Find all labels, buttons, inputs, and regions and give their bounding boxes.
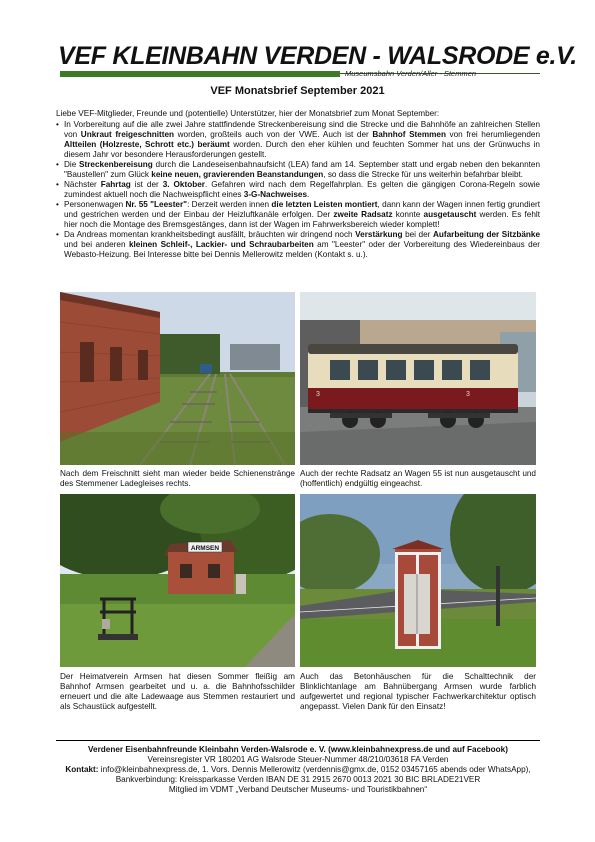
- station-sign: ARMSEN: [190, 545, 220, 552]
- footer-contact-text: info@kleinbahnexpress.de, 1. Vors. Dennis Mellerowitz (verdennis@gmx.de, 0152 03457165 abends oder WhatsApp), Bankverbindung: Kreissparkasse Verden IBAN DE 31 2915 2670 0013 2021 30 BIC BRLADE21VER: [98, 765, 531, 784]
- photo-armsen-station: [60, 494, 295, 667]
- bullet-item: • Nächster Fahrtag ist der 3. Oktober. Gefahren wird nach dem Regelfahrplan. Es gelten die gängigen Corona-Regeln sowie zumindest aktuell noch die Nachweispflicht eines 3-G-Nachweises.: [56, 180, 540, 200]
- header-subtitle: Museumsbahn Verden/Aller - Stemmen: [345, 69, 477, 78]
- bullet-item: • In Vorbereitung auf die alle zwei Jahre stattfindende Streckenbereisung sind die Strecke und die Bahnhöfe an zahlreichen Stellen von Unkraut freigeschnitten worden, großteils auch von der VWE. Auch ist der Bahnhof Stemmen von frei herumliegenden Altteilen (Holzreste, Schrott etc.) beräumt worden. Durch den eher kühlen und feuchten Sommer hat uns der Grünwuchs in diesem Jahr vor besondere Herausforderungen gestellt.: [56, 120, 540, 160]
- photo-signal-house: [300, 494, 536, 667]
- footer-org-line: Verdener Eisenbahnfreunde Kleinbahn Verden-Walsrode e. V. (www.kleinbahnexpress.de und auf Facebook): [88, 745, 508, 754]
- footer-contact-label: Kontakt:: [65, 765, 99, 774]
- footer-contact-line: [56, 765, 540, 785]
- caption-photo2: Auch der rechte Radsatz an Wagen 55 ist nun ausgetauscht und (hoffentlich) endgültig eingeachst.: [300, 469, 536, 488]
- caption-photo4: Auch das Betonhäuschen für die Schalttechnik der Blinklichtanlage am Bahnübergang Armsen wurde farblich aufgewertet und regional typischer Fachwerkarchitektur optisch angepasst. Vielen Dank für den Einsatz!: [300, 672, 536, 711]
- bullet-item: • Da Andreas momentan krankheitsbedingt ausfällt, bräuchten wir dringend noch Verstärkung bei der Aufarbeitung der Sitzbänke und bei anderen kleinen Schleif-, Lackier- und Schraubarbeiten am "Leester" oder der Vorbereitung des Wiedereinbaus der Webasto-Heizung. Bei Interesse bitte bei Dennis Mellerowitz melden (Kontakt s. u.).: [56, 230, 540, 260]
- news-bullet-list: [56, 120, 540, 260]
- document-title: VEF Monatsbrief September 2021: [210, 85, 385, 97]
- intro-text: Liebe VEF-Mitglieder, Freunde und (potentielle) Unterstützer, hier der Monatsbrief zum Monat September:: [56, 109, 440, 118]
- photo-stemmen-track: [60, 292, 295, 465]
- caption-photo3: Der Heimatverein Armsen hat diesen Sommer fleißig am Bahnhof Armsen gearbeitet und u. a. die Bahnhofsschilder erneuert und die alte Ladewaage aus Stemmen restauriert und als Schaustück aufgestellt.: [60, 672, 295, 711]
- header-title: VEF KLEINBAHN VERDEN - WALSRODE e.V.: [58, 42, 577, 70]
- footer-register-line: Vereinsregister VR 180201 AG Walsrode Steuer-Nummer 48/210/03618 FA Verden: [147, 755, 449, 764]
- bullet-item: • Personenwagen Nr. 55 "Leester": Derzeit werden innen die letzten Leisten montiert, dann kann der Wagen innen fertig grundiert und gestrichen werden und der Einbau der Heizluftkanäle erfolgen. Der zweite Radsatz konnte ausgetauscht werden. Es fehlt hier noch die Montage des Bremsgestänges, dann ist der Wagen im Fahrwerksbereich wieder komplett!: [56, 200, 540, 230]
- bullet-item: • Die Streckenbereisung durch die Landeseisenbahnaufsicht (LEA) fand am 14. September statt und ergab neben den bekannten "Baustellen" zum Glück keine neuen, gravierenden Beanstandungen, so dass die Strecke für uns weiterhin befahrbar bleibt.: [56, 160, 540, 180]
- photo-wagon-55: [300, 292, 536, 465]
- wagon-number: 3: [316, 391, 320, 398]
- footer-membership-line: Mitglied im VDMT „Verband Deutscher Museums- und Touristikbahnen“: [168, 785, 428, 794]
- footer-divider: [56, 740, 540, 741]
- footer: [56, 745, 540, 795]
- wagon-number: 3: [466, 391, 470, 398]
- header-green-bar: [60, 71, 340, 77]
- caption-photo1: Nach dem Freischnitt sieht man wieder beide Schienenstränge des Stemmener Ladegleises rechts.: [60, 469, 295, 488]
